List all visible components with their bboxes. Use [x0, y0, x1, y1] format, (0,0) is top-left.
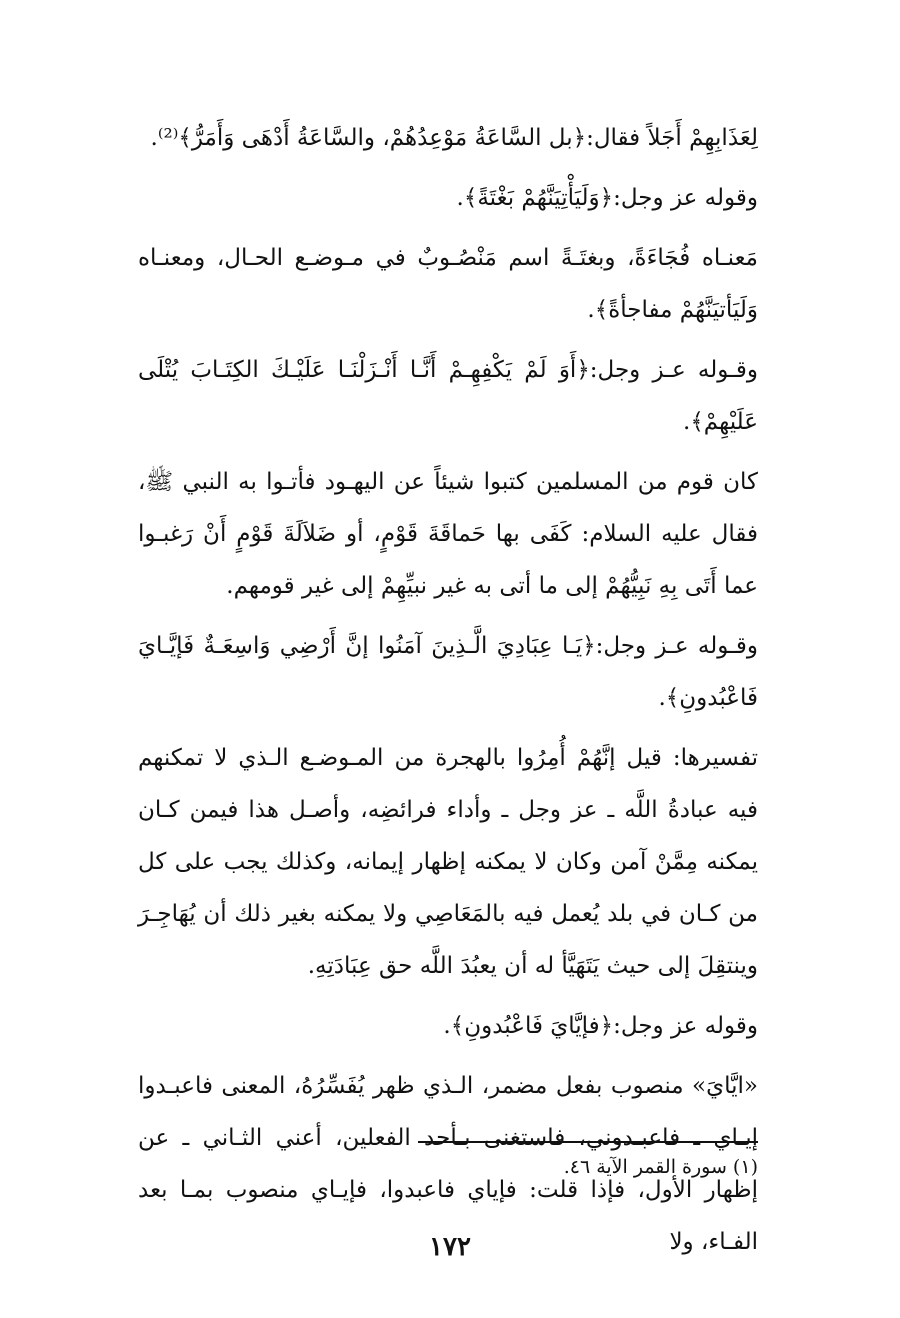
page-number: ١٧٢ — [429, 1232, 471, 1262]
paragraph-4: وقـوله عـز وجل:﴿أَوَ لَمْ يَكْفِهِـمْ أَنَّـا أَنْـزَلْنَـا عَلَيْـكَ الكِتَـابَ يُتْلَى عَلَيْهِمْ﴾. — [138, 357, 758, 435]
paragraph-2: وقوله عز وجل:﴿وَلَيَأْتِيَنَّهُمْ بَغْتَةً﴾. — [456, 185, 758, 211]
main-text — [138, 112, 758, 1276]
paragraph-3: مَعنـاه فُجَاءَةً، وبغتَـةً اسم مَنْصُـوبٌ في مـوضـع الحـال، ومعنـاه وَلَيَأتيَنَّهُمْ مفاجأةً﴾. — [138, 245, 758, 323]
paragraph-6: وقـوله عـز وجل:﴿يَـا عِبَادِيَ الَّـذِينَ آمَنُوا إنَّ أَرْضِي وَاسِعَـةٌ فَإيَّـايَ فَاعْبُدونِ﴾. — [138, 633, 758, 711]
paragraph-9: «ايَّايَ» منصوب بفعل مضمر، الـذي ظهر يُفَسِّرُهُ، المعنى فاعبـدوا إيـاي ـ فاعبـدوني، فاستغنى بـأحد الفعلين، أعني الثـاني ـ عن إظهار الأول، فإذا قلت: فإياي فاعبدوا، فإيـاي منصوب بمـا بعد الفـاء، ولا — [138, 1073, 758, 1255]
paragraph-5: كان قوم من المسلمين كتبوا شيئاً عن اليهـود فأتـوا به النبي ﷺ، فقال عليه السلام: كَفَى بها حَماقَةَ قَوْمٍ، أو ضَلاَلَةَ قَوْمٍ أَنْ رَغبـوا عما أَتَى بِهِ نَبِيُّهُمْ إلى ما أتى به غير نبيِّهِمْ إلى غير قومهم. — [138, 469, 758, 599]
footnote-divider — [418, 1141, 758, 1143]
footnote: (١) سورة القمر الآية ٤٦. — [563, 1156, 758, 1178]
paragraph-1: لِعَذَابِهِمْ أَجَلاً فقال:﴿بل السَّاعَةُ مَوْعِدُهُمْ، والسَّاعَةُ أَدْهَى وَأَمَرُّ﴾⁽²⁾. — [150, 125, 758, 151]
paragraph-8: وقوله عز وجل:﴿فإيَّايَ فَاعْبُدونِ﴾. — [443, 1013, 758, 1039]
paragraph-7: تفسيرها: قيل إنَّهُمْ أُمِرُوا بالهجرة من المـوضـع الـذي لا تمكنهم فيه عبادةُ اللَّه ـ عز وجل ـ وأداء فرائضِه، وأصـل هذا فيمن كـان يمكنه مِمَّنْ آمن وكان لا يمكنه إظهار إيمانه، وكذلك يجب على كل من كـان في بلد يُعمل فيه بالمَعَاصِي ولا يمكنه بغير ذلك أن يُهَاجِـرَ وينتقِلَ إلى حيث يَتَهَيَّأ له أن يعبُدَ اللَّه حق عِبَادَتِهِ. — [138, 745, 758, 979]
